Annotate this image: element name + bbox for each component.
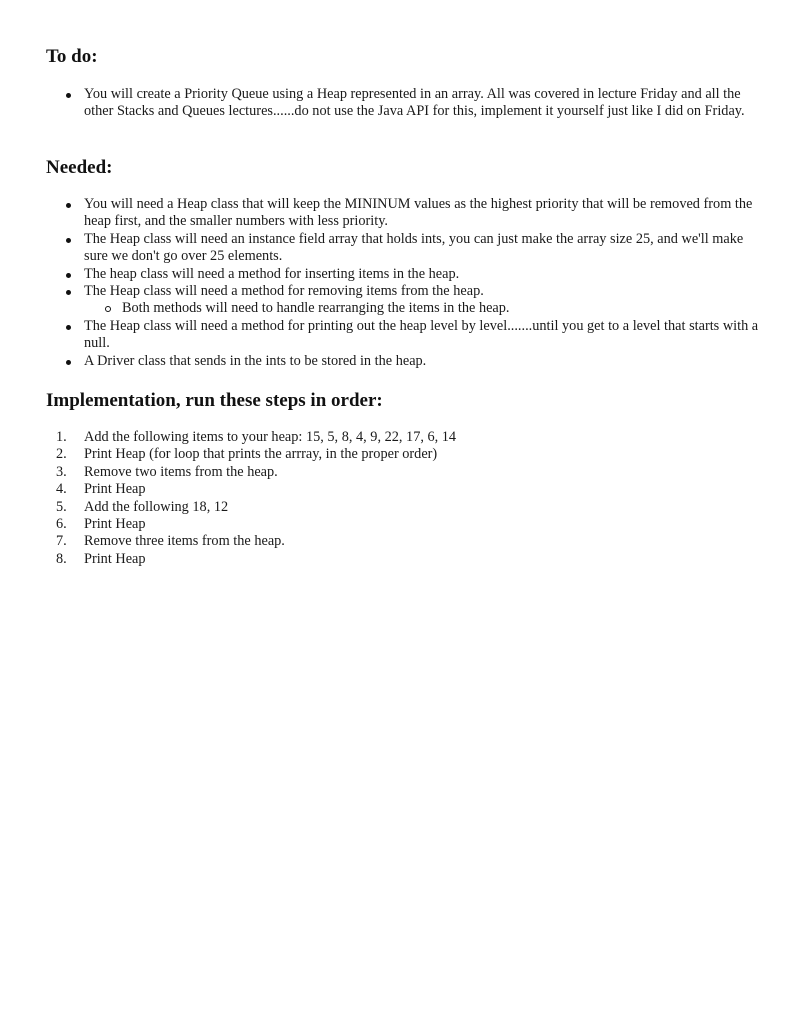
step-item xyxy=(56,516,456,533)
todo-item-text: You will create a Priority Queue using a Heap represented in an array. All was covered in lecture Friday and all the other Stacks and Queues lectures......do not use the Java API for this, implement it yourself just like I did on Friday. xyxy=(84,86,745,120)
list-item xyxy=(84,283,764,318)
needed-list xyxy=(84,196,764,370)
step-number: 7. xyxy=(56,533,67,550)
step-number: 3. xyxy=(56,463,67,480)
needed-item-text: The Heap class will need a method for printing out the heap level by level.......until you get to a level that starts with a null. xyxy=(84,317,759,352)
bullet-icon xyxy=(66,325,71,330)
needed-heading: Needed: xyxy=(46,157,113,178)
bullet-icon xyxy=(66,238,71,243)
bullet-icon xyxy=(66,273,71,278)
step-number: 5. xyxy=(56,498,67,515)
todo-heading: To do: xyxy=(46,46,98,67)
step-text: Remove two items from the heap. xyxy=(84,463,278,480)
step-text: Print Heap (for loop that prints the arrray, in the proper order) xyxy=(84,446,438,463)
needed-item-text: A Driver class that sends in the ints to be stored in the heap. xyxy=(84,352,427,369)
list-item xyxy=(84,86,764,121)
step-text: Print Heap xyxy=(84,550,146,567)
needed-item-text: The heap class will need a method for inserting items in the heap. xyxy=(84,265,460,282)
list-item xyxy=(84,353,764,370)
step-item xyxy=(56,446,456,463)
step-number: 1. xyxy=(56,429,67,445)
bullet-icon xyxy=(66,360,71,365)
step-item xyxy=(56,498,456,516)
needed-item-text: You will need a Heap class that will keep the MININUM values as the highest priority that will be removed from the heap first, and the smaller numbers with less priority. xyxy=(84,196,753,230)
step-text: Print Heap xyxy=(84,516,146,533)
step-item xyxy=(56,429,457,446)
step-item xyxy=(56,533,456,550)
step-number: 4. xyxy=(56,481,67,498)
todo-list xyxy=(84,86,764,121)
needed-sublist xyxy=(84,300,764,317)
bullet-icon xyxy=(66,93,71,98)
step-number: 2. xyxy=(56,446,67,463)
step-number: 6. xyxy=(56,516,67,533)
needed-subitem-text: Both methods will need to handle rearranging the items in the heap. xyxy=(122,300,510,317)
list-item xyxy=(84,231,764,266)
step-text: Remove three items from the heap. xyxy=(84,533,285,550)
sublist-item xyxy=(122,300,764,317)
step-text: Add the following items to your heap: 15, 5, 8, 4, 9, 22, 17, 6, 14 xyxy=(84,429,457,445)
list-item xyxy=(84,318,764,353)
step-item xyxy=(56,463,456,481)
bullet-icon xyxy=(66,203,71,208)
steps-list xyxy=(56,429,457,568)
step-number: 8. xyxy=(56,550,67,567)
step-text: Add the following 18, 12 xyxy=(84,498,229,515)
step-item xyxy=(56,550,456,568)
step-text: Print Heap xyxy=(84,481,146,498)
step-item xyxy=(56,481,456,498)
list-item xyxy=(84,266,764,283)
circle-bullet-icon xyxy=(105,306,111,312)
list-item xyxy=(84,196,764,231)
bullet-icon xyxy=(66,290,71,295)
needed-item-text: The Heap class will need a method for removing items from the heap. xyxy=(84,283,484,300)
implementation-heading: Implementation, run these steps in order: xyxy=(46,390,383,411)
needed-item-text: The Heap class will need an instance field array that holds ints, you can just make the array size 25, and we'll make sure we don't go over 25 elements. xyxy=(84,230,744,265)
